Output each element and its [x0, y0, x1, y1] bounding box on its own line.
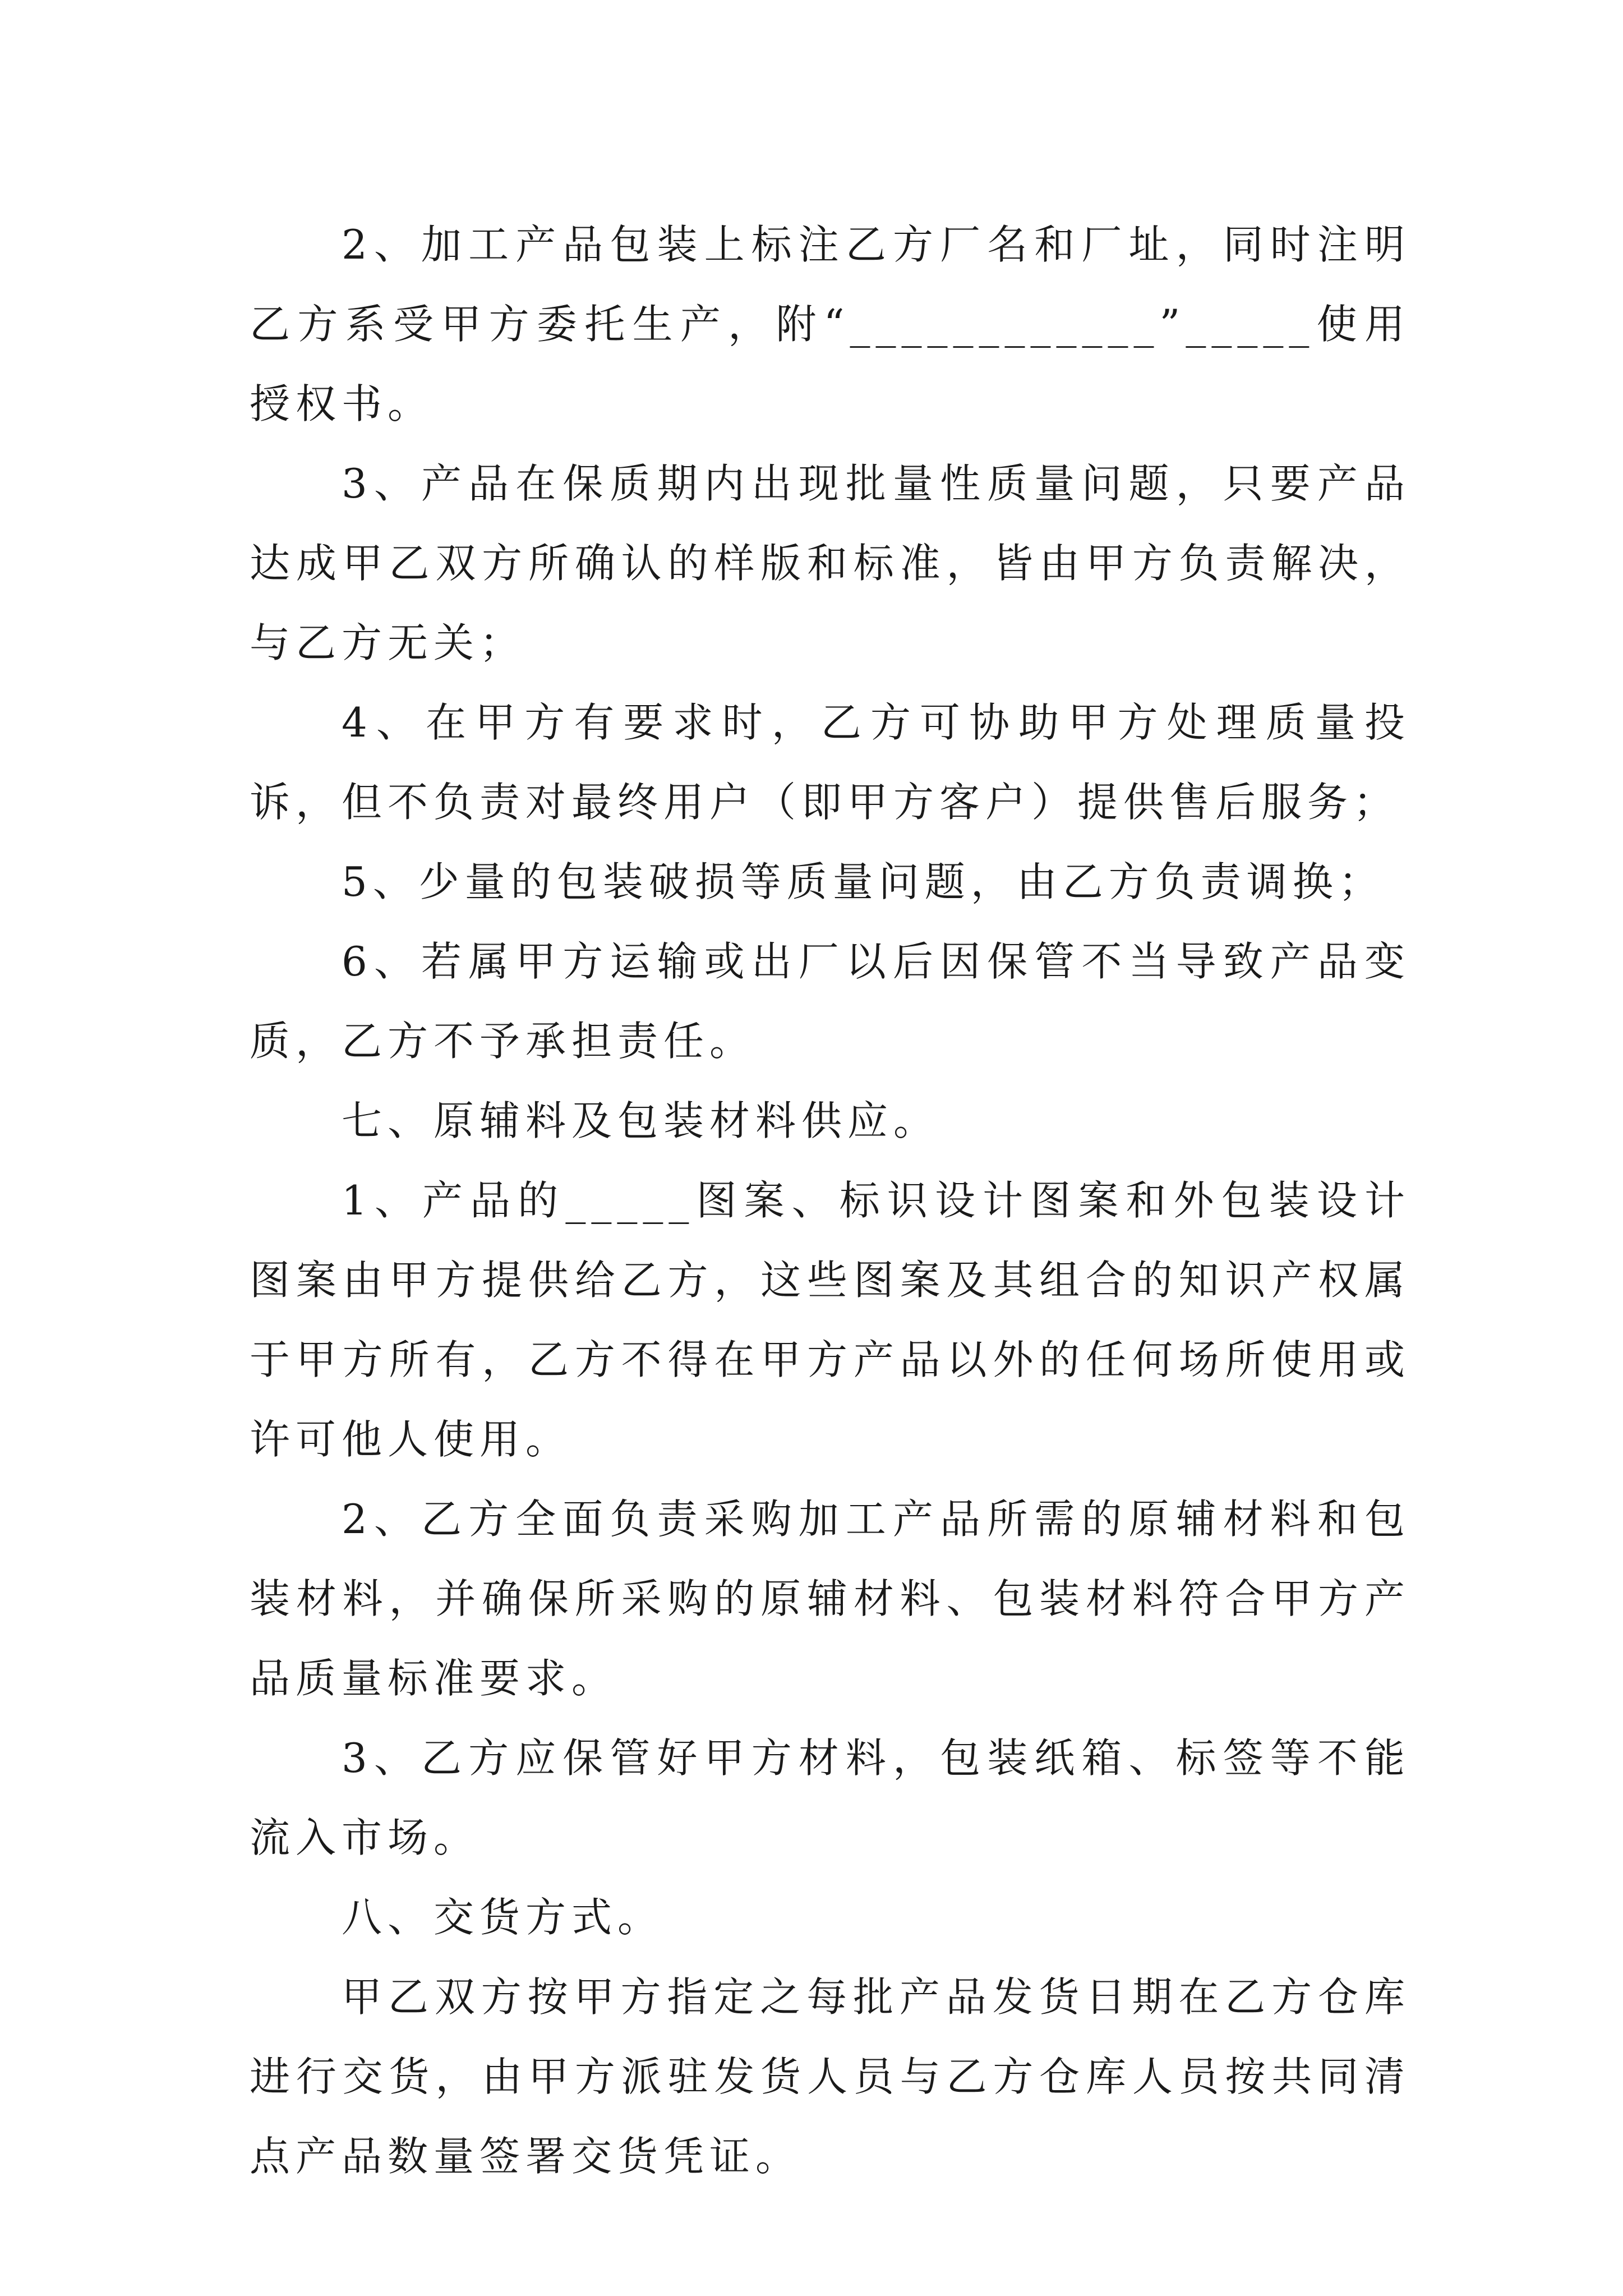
paragraph-clause-7-1-design: 1、产品的_____图案、标识设计图案和外包装设计图案由甲方提供给乙方，这些图案及其组合的知识产权属于甲方所有，乙方不得在甲方产品以外的任何场所使用或许可他人使用。 — [250, 1177, 1410, 1463]
paragraph-clause-3-quality-issue: 3、产品在保质期内出现批量性质量问题，只要产品达成甲乙双方所确认的样版和标准，皆由甲方负责解决，与乙方无关； — [250, 460, 1410, 666]
paragraph-clause-7-2-procurement: 2、乙方全面负责采购加工产品所需的原辅材料和包装材料，并确保所采购的原辅材料、包装材料符合甲方产品质量标准要求。 — [250, 1496, 1410, 1702]
paragraph-clause-4-complaint: 4、在甲方有要求时，乙方可协助甲方处理质量投诉，但不负责对最终用户（即甲方客户）提供售后服务； — [250, 699, 1410, 826]
section-heading-eight: 八、交货方式。 — [342, 1894, 664, 1941]
paragraph-clause-5-damage: 5、少量的包装破损等质量问题，由乙方负责调换； — [342, 858, 1385, 905]
paragraph-clause-7-3-storage: 3、乙方应保管好甲方材料，包装纸箱、标签等不能流入市场。 — [250, 1734, 1410, 1861]
paragraph-delivery: 甲乙双方按甲方指定之每批产品发货日期在乙方仓库进行交货，由甲方派驻发货人员与乙方仓库人员按共同清点产品数量签署交货凭证。 — [250, 1973, 1410, 2180]
document-body — [250, 205, 1410, 2196]
section-heading-seven: 七、原辅料及包装材料供应。 — [342, 1097, 940, 1144]
paragraph-clause-6-transport: 6、若属甲方运输或出厂以后因保管不当导致产品变质，乙方不予承担责任。 — [250, 938, 1410, 1065]
paragraph-clause-2-packaging: 2、加工产品包装上标注乙方厂名和厂址，同时注明乙方系受甲方委托生产，附“____________”_____使用授权书。 — [250, 221, 1410, 427]
